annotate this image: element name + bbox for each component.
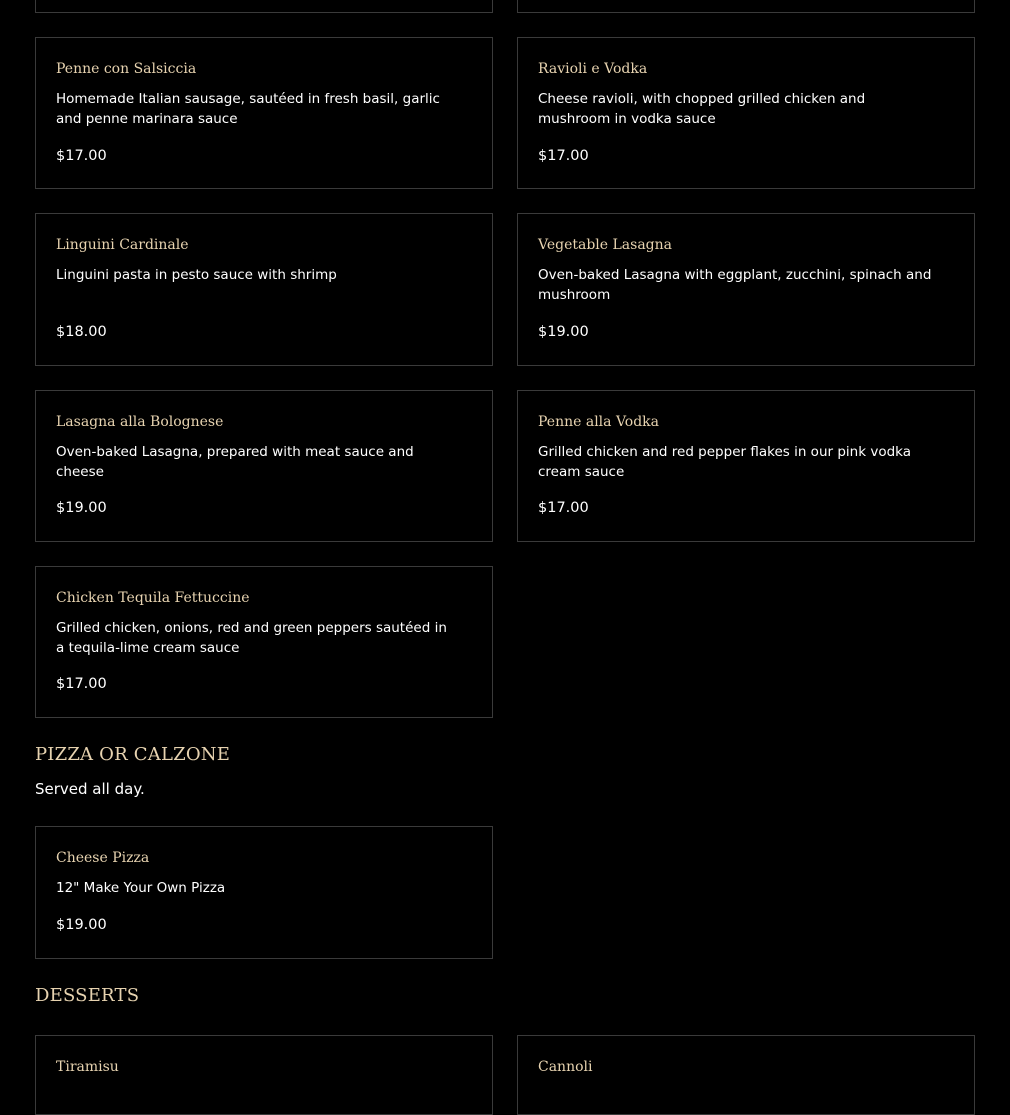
menu-item-description: Oven-baked Lasagna, prepared with meat sauce and cheese <box>56 444 414 480</box>
menu-item-description: Linguini pasta in pesto sauce with shrimp <box>56 267 337 283</box>
menu-item-card <box>35 826 493 959</box>
menu-item-title: Vegetable Lasagna <box>538 237 673 253</box>
menu-item-card <box>517 390 975 542</box>
menu-item-card <box>35 1035 493 1115</box>
menu-item-price: $19.00 <box>56 500 107 516</box>
menu-item-description: Homemade Italian sausage, sautéed in fresh basil, garlic and penne marinara sauce <box>56 91 440 127</box>
menu-item-card <box>35 390 493 542</box>
menu-item-price: $17.00 <box>56 148 107 164</box>
menu-item-title: Tiramisu <box>56 1059 119 1075</box>
menu-item-title: Linguini Cardinale <box>56 237 189 253</box>
menu-item-card <box>517 37 975 189</box>
menu-item-price: $17.00 <box>56 676 107 692</box>
menu-item-card <box>35 213 493 366</box>
menu-item-description: Grilled chicken, onions, red and green peppers sautéed in a tequila-lime cream sauce <box>56 620 447 656</box>
menu-item-title: Penne con Salsiccia <box>56 61 197 77</box>
menu-item-card-partial <box>517 0 975 13</box>
menu-item-card <box>35 37 493 189</box>
menu-item-card <box>35 566 493 718</box>
menu-item-price: $17.00 <box>538 148 589 164</box>
section-subtitle-pizza: Served all day. <box>35 780 145 798</box>
menu-item-title: Lasagna alla Bolognese <box>56 414 224 430</box>
menu-item-price: $17.00 <box>538 500 589 516</box>
menu-item-price: $19.00 <box>538 324 589 340</box>
menu-item-card <box>517 213 975 366</box>
menu-item-title: Penne alla Vodka <box>538 414 659 430</box>
menu-item-title: Ravioli e Vodka <box>538 61 648 77</box>
menu-item-price: $19.00 <box>56 917 107 933</box>
menu-item-title: Chicken Tequila Fettuccine <box>56 590 250 606</box>
menu-item-price: $18.00 <box>56 324 107 340</box>
menu-item-title: Cheese Pizza <box>56 850 150 866</box>
menu-item-card <box>517 1035 975 1115</box>
section-title-desserts: DESSERTS <box>35 985 140 1006</box>
menu-item-description: Cheese ravioli, with chopped grilled chicken and mushroom in vodka sauce <box>538 91 866 127</box>
menu-item-card-partial <box>35 0 493 13</box>
menu-item-description: Grilled chicken and red pepper flakes in our pink vodka cream sauce <box>538 444 911 480</box>
section-title-pizza: PIZZA OR CALZONE <box>35 744 231 765</box>
menu-item-description: Oven-baked Lasagna with eggplant, zucchini, spinach and mushroom <box>538 267 932 303</box>
menu-item-description: 12" Make Your Own Pizza <box>56 880 226 896</box>
menu-item-title: Cannoli <box>538 1059 593 1075</box>
